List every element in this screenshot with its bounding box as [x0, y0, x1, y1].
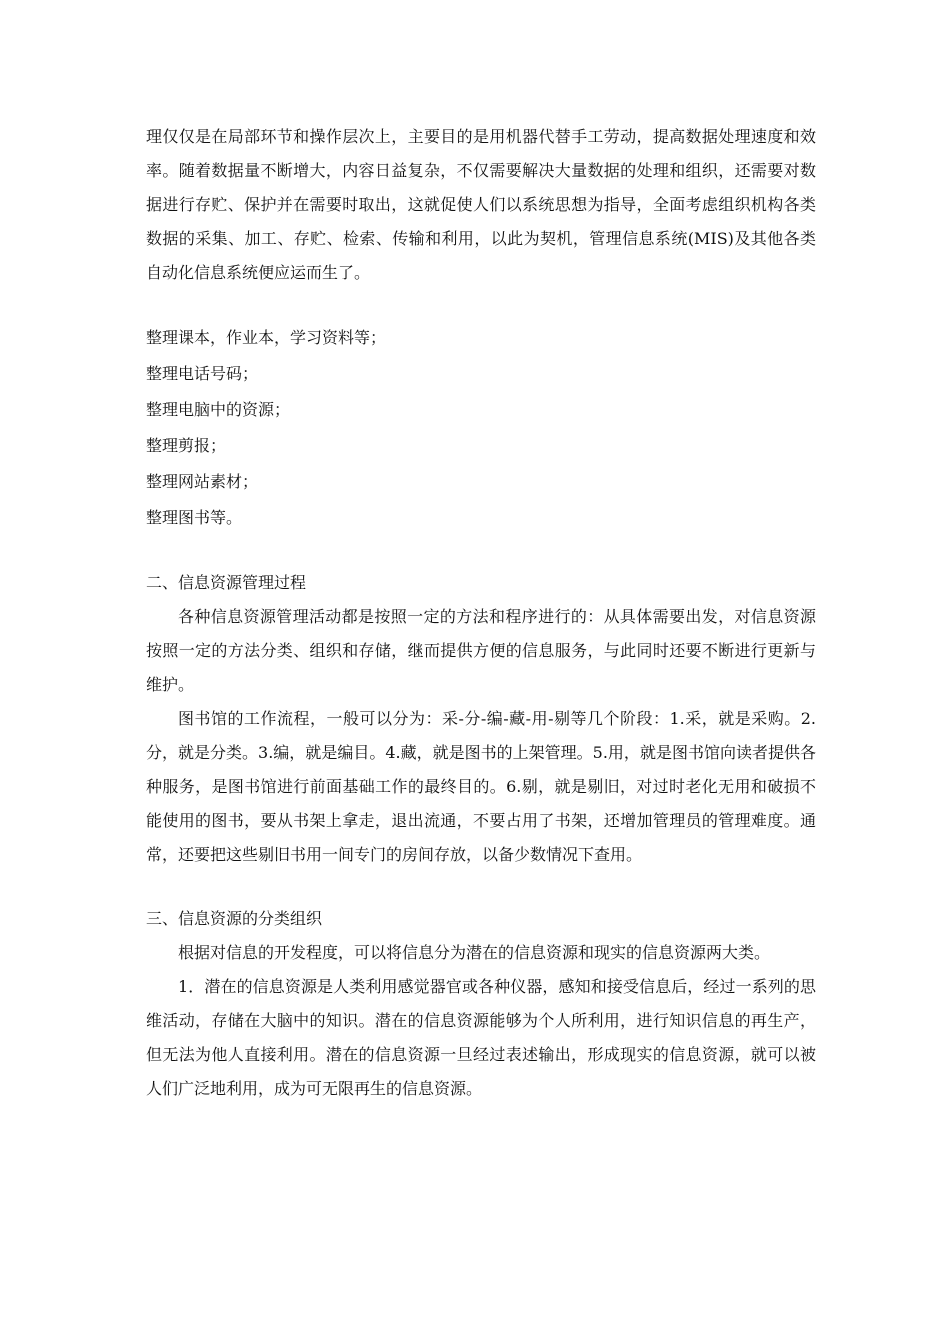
- list-item: 整理网站素材；: [146, 472, 259, 491]
- list-item: 整理电脑中的资源；: [146, 400, 291, 419]
- document-content: [146, 120, 816, 1106]
- section-heading-classification: 三、信息资源的分类组织: [146, 909, 323, 928]
- intro-paragraph: 理仅仅是在局部环节和操作层次上，主要目的是用机器代替手工劳动，提高数据处理速度和效率。随着数据量不断增大，内容日益复杂，不仅需要解决大量数据的处理和组织，还需要对数据进行存贮、保护并在需要时取出，这就促使人们以系统思想为指导，全面考虑组织机构各类数据的采集、加工、存贮、检索、传输和利用，以此为契机，管理信息系统(MIS)及其他各类自动化信息系统便应运而生了。: [146, 127, 816, 282]
- list-item: 整理电话号码；: [146, 364, 259, 383]
- section3-paragraph: 根据对信息的开发程度，可以将信息分为潜在的信息资源和现实的信息资源两大类。: [178, 943, 771, 962]
- section2-paragraph: 图书馆的工作流程，一般可以分为：采-分-编-藏-用-剔等几个阶段：1.采，就是采购。2.分，就是分类。3.编，就是编目。4.藏，就是图书的上架管理。5.用，就是图书馆向读者提供各种服务，是图书馆进行前面基础工作的最终目的。6.剔，就是剔旧，对过时老化无用和破损不能使用的图书，要从书架上拿走，退出流通，不要占用了书架，还增加管理员的管理难度。通常，还要把这些剔旧书用一间专门的房间存放，以备少数情况下查用。: [146, 709, 816, 864]
- list-item: 整理图书等。: [146, 508, 243, 527]
- list-item: 整理剪报；: [146, 436, 227, 455]
- list-item: 整理课本，作业本，学习资料等；: [146, 328, 387, 347]
- section3-paragraph: 1．潜在的信息资源是人类利用感觉器官或各种仪器，感知和接受信息后，经过一系列的思维活动，存储在大脑中的知识。潜在的信息资源能够为个人所利用，进行知识信息的再生产，但无法为他人直接利用。潜在的信息资源一旦经过表述输出，形成现实的信息资源，就可以被人们广泛地利用，成为可无限再生的信息资源。: [146, 977, 816, 1098]
- examples-list: [146, 320, 816, 536]
- section-heading-management-process: 二、信息资源管理过程: [146, 573, 307, 592]
- section2-paragraph: 各种信息资源管理活动都是按照一定的方法和程序进行的：从具体需要出发，对信息资源按照一定的方法分类、组织和存储，继而提供方便的信息服务，与此同时还要不断进行更新与维护。: [146, 607, 816, 694]
